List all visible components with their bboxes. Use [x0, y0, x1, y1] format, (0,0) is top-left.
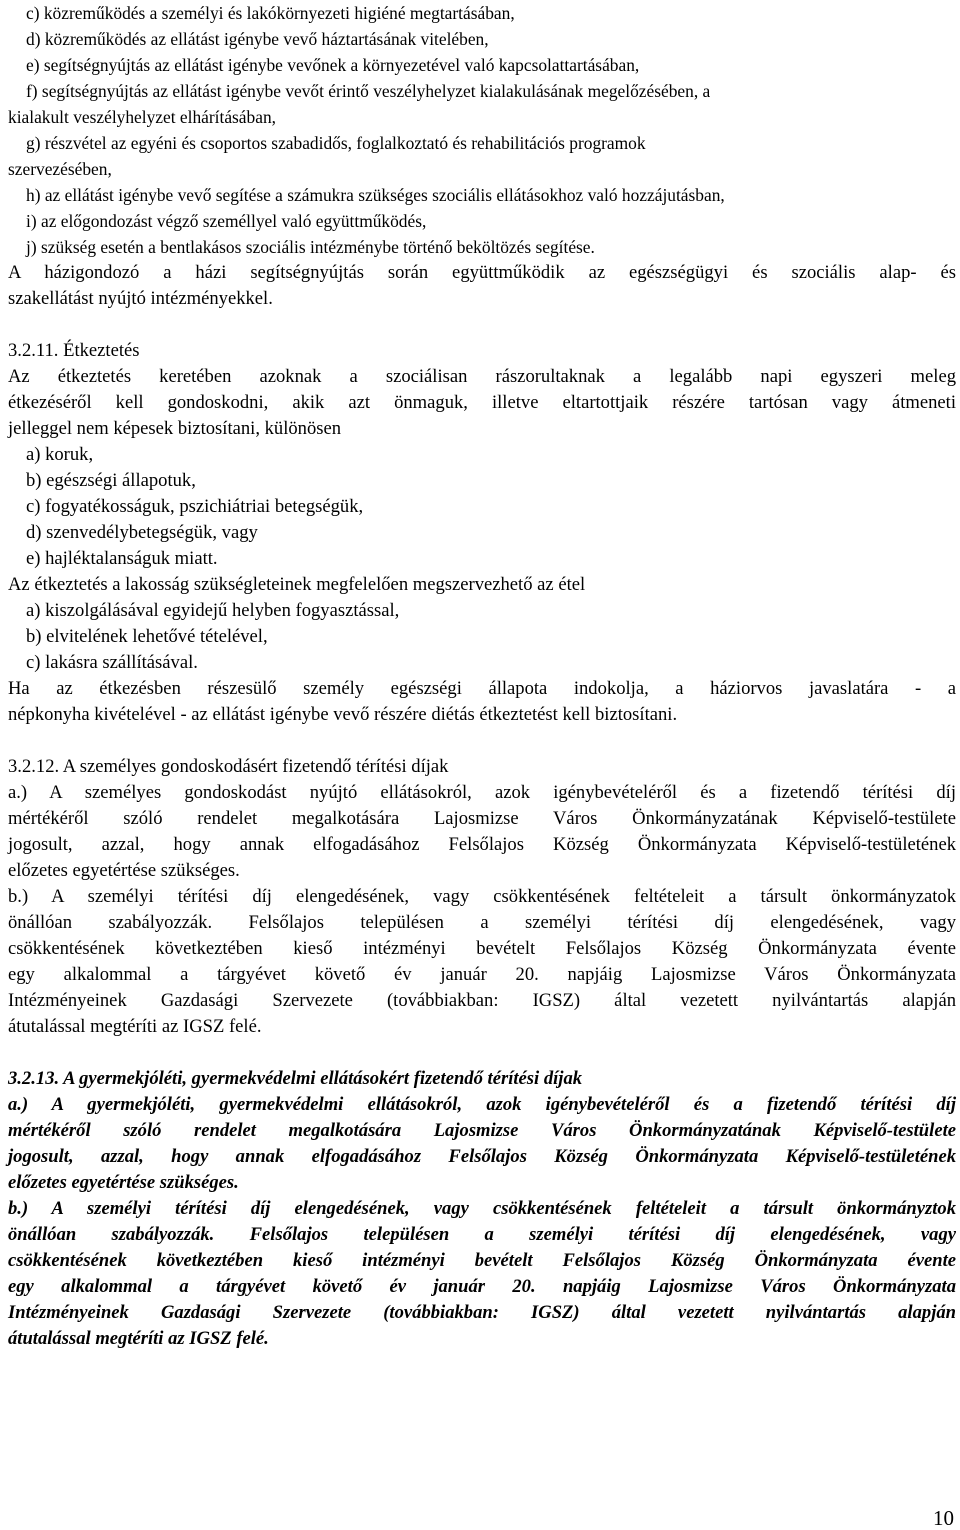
page-number: 10	[933, 1506, 954, 1530]
text-line: jelleggel nem képesek biztosítani, különösen	[8, 418, 342, 439]
text-line: egy alkalommal a tárgyévet követő év január 20. napjáig Lajosmizse Város Önkormányzata	[8, 1276, 956, 1297]
text-line: A házigondozó a házi segítségnyújtás során együttműködik az egészségügyi és szociális alap- és	[8, 262, 956, 283]
text-line: a.) A gyermekjóléti, gyermekvédelmi ellátásokról, azok igénybevételéről és a fizetendő térítési díj	[8, 1094, 956, 1115]
text-line: népkonyha kivételével - az ellátást igénybe vevő részére diétás étkeztetést kell biztosítani.	[8, 704, 678, 725]
text-line: Az étkeztetés keretében azoknak a szociálisan rászorultaknak a legalább napi egyszeri meleg	[8, 366, 956, 387]
text-line: b) egészségi állapotuk,	[26, 470, 196, 491]
text-line: mértékéről szóló rendelet megalkotására Lajosmizse Város Önkormányzatának Képviselő-testülete	[8, 808, 956, 829]
text-line: előzetes egyetértése szükséges.	[8, 860, 240, 881]
text-line: jogosult, azzal, hogy annak elfogadásához Felsőlajos Község Önkormányzata Képviselő-testületének	[8, 834, 956, 855]
text-line: mértékéről szóló rendelet megalkotására Lajosmizse Város Önkormányzatának Képviselő-testülete	[8, 1120, 956, 1141]
text-line: d) szenvedélybetegségük, vagy	[26, 522, 258, 543]
text-line: a) kiszolgálásával egyidejű helyben fogyasztással,	[26, 600, 400, 621]
text-line: f) segítségnyújtás az ellátást igénybe vevőt érintő veszélyhelyzet kialakulásának megelőzésében, a	[26, 81, 711, 101]
text-line: kialakult veszélyhelyzet elhárításában,	[8, 107, 276, 127]
text-line: g) részvétel az egyéni és csoportos szabadidős, foglalkoztató és rehabilitációs programok	[26, 133, 646, 153]
text-line: 3.2.11. Étkeztetés	[8, 340, 140, 361]
text-line: j) szükség esetén a bentlakásos szociális intézménybe történő beköltözés segítése.	[26, 237, 595, 257]
text-line: e) segítségnyújtás az ellátást igénybe vevőnek a környezetével való kapcsolattartásában,	[26, 55, 640, 75]
text-line: d) közreműködés az ellátást igénybe vevő háztartásának vitelében,	[26, 29, 489, 49]
text-line: átutalással megtéríti az IGSZ felé.	[8, 1328, 269, 1349]
text-line: előzetes egyetértése szükséges.	[8, 1172, 239, 1193]
text-line: egy alkalommal a tárgyévet követő év január 20. napjáig Lajosmizse Város Önkormányzata	[8, 964, 956, 985]
text-line: étkezéséről kell gondoskodni, akik azt önmaguk, illetve eltartottjaik részére tartósan vagy átmeneti	[8, 392, 956, 413]
text-line: jogosult, azzal, hogy annak elfogadásához Felsőlajos Község Önkormányzata Képviselő-testületének	[8, 1146, 956, 1167]
text-line: c) közreműködés a személyi és lakókörnyezeti higiéné megtartásában,	[26, 3, 515, 23]
text-line: Intézményeinek Gazdasági Szervezete (továbbiakban: IGSZ) által vezetett nyilvántartás alapján	[8, 990, 956, 1011]
text-line: h) az ellátást igénybe vevő segítése a számukra szükséges szociális ellátásokhoz való hozzájutásban,	[26, 185, 725, 205]
text-line: c) fogyatékosságuk, pszichiátriai betegségük,	[26, 496, 364, 517]
text-line: i) az előgondozást végző személlyel való együttműködés,	[26, 211, 427, 231]
text-line: átutalással megtéríti az IGSZ felé.	[8, 1016, 262, 1037]
text-line: Ha az étkezésben részesülő személy egészségi állapota indokolja, a háziorvos javaslatára - a	[8, 678, 956, 699]
text-line: e) hajléktalanságuk miatt.	[26, 548, 218, 569]
text-line: Intézményeinek Gazdasági Szervezete (továbbiakban: IGSZ) által vezetett nyilvántartás alapján	[8, 1302, 956, 1323]
text-line: önállóan szabályozzák. Felsőlajos településen a személyi térítési díj elengedésének, vagy	[8, 912, 956, 933]
text-line: b.) A személyi térítési díj elengedésének, vagy csökkentésének feltételeit a társult önkormányzatok	[8, 886, 956, 907]
text-line: szervezésében,	[8, 159, 112, 179]
text-line: a) koruk,	[26, 444, 94, 465]
text-line: 3.2.13. A gyermekjóléti, gyermekvédelmi ellátásokért fizetendő térítési díjak	[8, 1068, 583, 1089]
text-line: a.) A személyes gondoskodást nyújtó ellátásokról, azok igénybevételéről és a fizetendő térítési díj	[8, 782, 956, 803]
text-line: b) elvitelének lehetővé tételével,	[26, 626, 268, 647]
text-line: csökkentésének következtében kieső intézményi bevételt Felsőlajos Község Önkormányzata évente	[8, 938, 956, 959]
text-line: csökkentésének következtében kieső intézményi bevételt Felsőlajos Község Önkormányzata évente	[8, 1250, 956, 1271]
text-line: c) lakásra szállításával.	[26, 652, 198, 673]
text-line: b.) A személyi térítési díj elengedésének, vagy csökkentésének feltételeit a társult önkormányztok	[8, 1198, 956, 1219]
text-line: szakellátást nyújtó intézményekkel.	[8, 288, 273, 309]
text-line: Az étkeztetés a lakosság szükségleteinek megfelelően megszervezhető az étel	[8, 574, 586, 595]
text-line: 3.2.12. A személyes gondoskodásért fizetendő térítési díjak	[8, 756, 449, 777]
text-line: önállóan szabályozzák. Felsőlajos településen a személyi térítési díj elengedésének, vagy	[8, 1224, 956, 1245]
